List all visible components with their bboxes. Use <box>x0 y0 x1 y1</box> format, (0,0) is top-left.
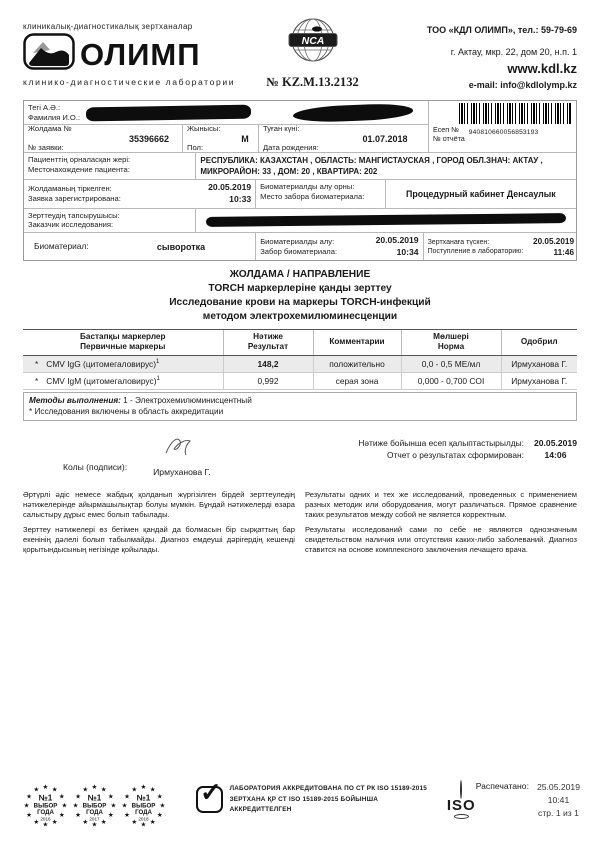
title-direction: ЖОЛДАМА / НАПРАВЛЕНИЕ <box>229 269 371 281</box>
company-email: e-mail: info@kdlolymp.kz <box>468 79 577 90</box>
svg-text:2017: 2017 <box>89 816 100 822</box>
customer-value-redacted <box>195 209 576 233</box>
svg-text:★: ★ <box>82 786 89 794</box>
result-comment: положительно <box>313 355 401 372</box>
registration-row <box>24 179 576 207</box>
result-norm: 0,000 - 0,700 COI <box>401 372 501 389</box>
report-formed-label: Нәтиже бойынша есеп қалыптастырылды: Отчет о результатах сформирован: <box>358 437 524 460</box>
header <box>23 12 577 92</box>
svg-text:★: ★ <box>121 802 128 810</box>
svg-text:★: ★ <box>140 821 147 828</box>
signature-icon <box>162 444 202 461</box>
svg-text:№1: №1 <box>136 793 151 803</box>
svg-text:★: ★ <box>107 811 114 819</box>
patient-location-row <box>24 152 576 179</box>
biomaterial-row <box>24 232 576 260</box>
company-website: www.kdl.kz <box>507 61 577 76</box>
sampling-place-value: Процедурный кабинет Денсаулык <box>385 180 576 207</box>
svg-text:№1: №1 <box>87 793 102 803</box>
results-header-row <box>23 329 577 355</box>
result-value: 0,992 <box>223 372 313 389</box>
disclaimer-paragraph: Результаты исследований сами по себе не являются однозначным свидетельством наличия или отсутствия каких-либо заболеваний. Диагноз ставится на основе комплексного заключения лечащего врача. <box>305 524 577 554</box>
disclaimer-kz <box>23 490 295 560</box>
award-badge-2016 <box>23 783 68 833</box>
svg-text:★: ★ <box>131 818 138 826</box>
logo-name: ОЛИМП <box>80 36 201 72</box>
disclaimer-paragraph: Результаты одних и тех же исследований, проведенных с применением разных методик или оборудования, могут различаться. Прямое сравнение таких результатов между собой не является корректным. <box>305 489 577 519</box>
svg-text:★: ★ <box>33 818 40 826</box>
svg-text:★: ★ <box>26 793 33 801</box>
svg-text:ВЫБОР: ВЫБОР <box>131 802 156 810</box>
birth-date-value: 01.07.2018 <box>362 133 408 144</box>
svg-text:★: ★ <box>124 793 131 801</box>
location-label: Пациенттің орналасқан жері: Местонахождение пациента: <box>28 155 131 174</box>
checkmark-icon: ✓ <box>196 786 223 813</box>
customer-label: Зерттеудің тапсырушысы: Заказчик исследования: <box>28 210 120 230</box>
svg-text:★: ★ <box>61 802 68 810</box>
svg-text:★: ★ <box>107 793 114 801</box>
printed-datetime: 25.05.2019 10:41 стр. 1 из 1 <box>536 782 580 818</box>
svg-text:ГОДА: ГОДА <box>86 809 103 817</box>
svg-text:★: ★ <box>124 811 131 819</box>
result-norm: 0,0 - 0,5 МЕ/мл <box>401 355 501 372</box>
col-comment: Комментарии <box>313 329 401 355</box>
accreditation-note: * Исследования включены в область аккредитации <box>29 407 224 417</box>
methods-note-box <box>23 392 577 421</box>
award-badge-2018 <box>121 783 166 833</box>
patient-name-label: Тегі А.Ә.: Фамилия И.О.: <box>28 102 81 122</box>
methods-value: 1 - Электрохемилюминисцентный <box>120 395 252 405</box>
result-approved: Ирмуханова Г. <box>501 372 577 389</box>
sex-value: М <box>241 133 249 144</box>
accredited-star: * <box>35 358 39 369</box>
accreditation-text: ЛАБОРАТОРИЯ АККРЕДИТОВАНА ПО СТ РК ISO 15189-2015 ЗЕРТХАНА ҚР СТ ISO 15189-2015 БОЙЫНША АККРЕДИТТЕЛГЕН <box>229 785 427 813</box>
result-value: 148,2 <box>223 355 313 372</box>
svg-text:★: ★ <box>42 784 49 792</box>
accreditation-block <box>196 777 476 819</box>
svg-text:★: ★ <box>100 786 107 794</box>
contacts-block <box>387 12 577 92</box>
award-badge-2017 <box>72 783 117 833</box>
request-number-label: Жолдама № № заявки: <box>28 125 72 152</box>
signature-block <box>23 435 577 480</box>
svg-text:★: ★ <box>58 793 65 801</box>
approver-name: Ирмуханова Г. <box>153 466 211 477</box>
redaction-bar <box>293 102 413 122</box>
logo-bottom-line: клинико-диагностические лаборатории <box>23 77 236 87</box>
nca-label: NCA <box>301 35 324 47</box>
report-formed-datetime: 20.05.2019 14:06 <box>533 437 577 461</box>
disclaimer-paragraph: Әртүрлі әдіс немесе жабдық қолданып жүргізілген бірдей зерттеуледің нәтижелерінде айырмашылықтар болуы мүмкін. Бұндай нәтижелерді өзара салыстыру дұрыс емес болып табылады. <box>23 489 295 519</box>
company-phone: ТОО «КДЛ ОЛИМП», тел.: 59-79-69 <box>426 25 577 35</box>
result-row-cmv-igg <box>23 355 577 372</box>
iso-logo: ISO <box>447 781 476 819</box>
customer-row <box>24 208 576 233</box>
svg-text:★: ★ <box>42 821 49 828</box>
report-title-block <box>23 268 577 323</box>
mountain-logo-icon <box>23 33 75 75</box>
svg-text:ВЫБОР: ВЫБОР <box>33 802 58 810</box>
marker-name: CMV IgG (цитомегаловирус)$^1$ <box>46 358 160 369</box>
svg-text:★: ★ <box>131 786 138 794</box>
printed-label: Распечатано: <box>475 781 529 791</box>
biomaterial-cell: Биоматериал: сыворотка <box>34 241 206 252</box>
footer <box>23 777 580 833</box>
svg-text:★: ★ <box>23 802 30 810</box>
svg-text:ВЫБОР: ВЫБОР <box>82 802 107 810</box>
svg-text:★: ★ <box>140 784 147 792</box>
disclaimer-paragraph: Зерттеу нәтижелері өз бетімен қандай да болмасын бір сырқаттың бар екенінің дәлелі болып табылмайды. Диагноз емдеуші дәрігердің кешенді қорытындысының негізінде қойылады. <box>23 524 295 554</box>
svg-text:★: ★ <box>91 821 98 828</box>
redaction-bar <box>206 214 566 228</box>
col-approved: Одобрил <box>501 329 577 355</box>
svg-text:★: ★ <box>51 818 58 826</box>
accredited-star: * <box>35 375 39 386</box>
svg-text:★: ★ <box>156 793 163 801</box>
disclaimer-ru <box>305 490 577 560</box>
report-number-label: Есеп № № отчёта <box>433 125 465 143</box>
results-table <box>23 329 577 390</box>
nca-accreditation-block <box>248 12 378 90</box>
svg-text:★: ★ <box>82 818 89 826</box>
title-method: методом электрохемилюминесценции <box>202 310 398 322</box>
sampling-cell: Биоматериалды алу: Забор биоматериала: 20.05.2019 10:34 <box>255 233 422 260</box>
svg-text:★: ★ <box>51 786 58 794</box>
sex-label: Жынысы: Пол: <box>182 125 232 152</box>
result-row-cmv-igm <box>23 372 577 389</box>
birth-date-label: Туған күні: Дата рождения: <box>258 125 342 152</box>
col-result: Нәтиже Результат <box>223 329 313 355</box>
barcode <box>459 103 572 124</box>
svg-text:№1: №1 <box>38 793 53 803</box>
report-number-cell <box>428 101 576 152</box>
title-study-ru: Исследование крови на маркеры TORCH-инфекций <box>169 297 431 308</box>
svg-text:★: ★ <box>75 811 82 819</box>
location-value: РЕСПУБЛИКА: КАЗАХСТАН , ОБЛАСТЬ: МАНГИСТАУСКАЯ , ГОРОД ОБЛ.ЗНАЧ: АКТАУ , МИКРОРАЙОН: 33 , ДОМ: 20 , КВАРТИРА: 202 <box>195 153 576 179</box>
marker-name: CMV IgM (цитомегаловирус)$^1$ <box>46 375 160 386</box>
patient-info-table <box>23 100 577 261</box>
methods-label: Методы выполнения: <box>29 395 121 405</box>
svg-text:★: ★ <box>156 811 163 819</box>
nca-certificate-number: № KZ.M.13.2132 <box>266 75 359 89</box>
printed-block <box>476 781 580 820</box>
svg-text:★: ★ <box>33 786 40 794</box>
svg-text:★: ★ <box>58 811 65 819</box>
nca-globe-icon <box>283 35 343 72</box>
col-norm: Мөлшері Норма <box>401 329 501 355</box>
svg-text:★: ★ <box>75 793 82 801</box>
svg-text:★: ★ <box>26 811 33 819</box>
svg-text:★: ★ <box>149 786 156 794</box>
svg-text:★: ★ <box>91 784 98 792</box>
svg-text:ГОДА: ГОДА <box>135 809 152 817</box>
col-marker: Бастапқы маркерлер Первичные маркеры <box>23 329 223 355</box>
olimp-logo-block <box>23 12 238 87</box>
report-number-value: 940810660056853193 <box>468 129 539 136</box>
svg-text:★: ★ <box>100 818 107 826</box>
sampling-place-label: Биоматериалды алу орны: Место забора биоматериала: <box>255 180 385 207</box>
svg-text:2016: 2016 <box>40 816 51 822</box>
award-badges <box>23 781 166 833</box>
title-study-kz: TORCH маркерлеріне қанды зерттеу <box>208 283 392 295</box>
received-cell: Зертханаға түскен: Поступление в лабораторию: 20.05.2019 11:46 <box>423 233 576 260</box>
svg-text:★: ★ <box>72 802 79 810</box>
svg-text:★: ★ <box>159 802 166 810</box>
result-approved: Ирмуханова Г. <box>501 355 577 372</box>
svg-text:★: ★ <box>110 802 117 810</box>
svg-text:★: ★ <box>149 818 156 826</box>
redaction-bar <box>86 104 251 121</box>
disclaimer-block <box>23 490 577 560</box>
request-number-value: 35396662 <box>128 133 170 144</box>
signature-label: Колы (подписи): <box>63 461 128 472</box>
result-comment: серая зона <box>313 372 401 389</box>
logo-top-line: клиникалық-диагностикалық зертханалар <box>23 22 193 31</box>
svg-text:ГОДА: ГОДА <box>37 809 54 817</box>
registered-cell: Жолдаманың тіркелген: Заявка зарегистрирована: 20.05.2019 10:33 <box>28 182 252 204</box>
company-address: г. Актау, мкр. 22, дом 20, н.п. 1 <box>450 46 577 57</box>
svg-text:2018: 2018 <box>138 816 149 822</box>
